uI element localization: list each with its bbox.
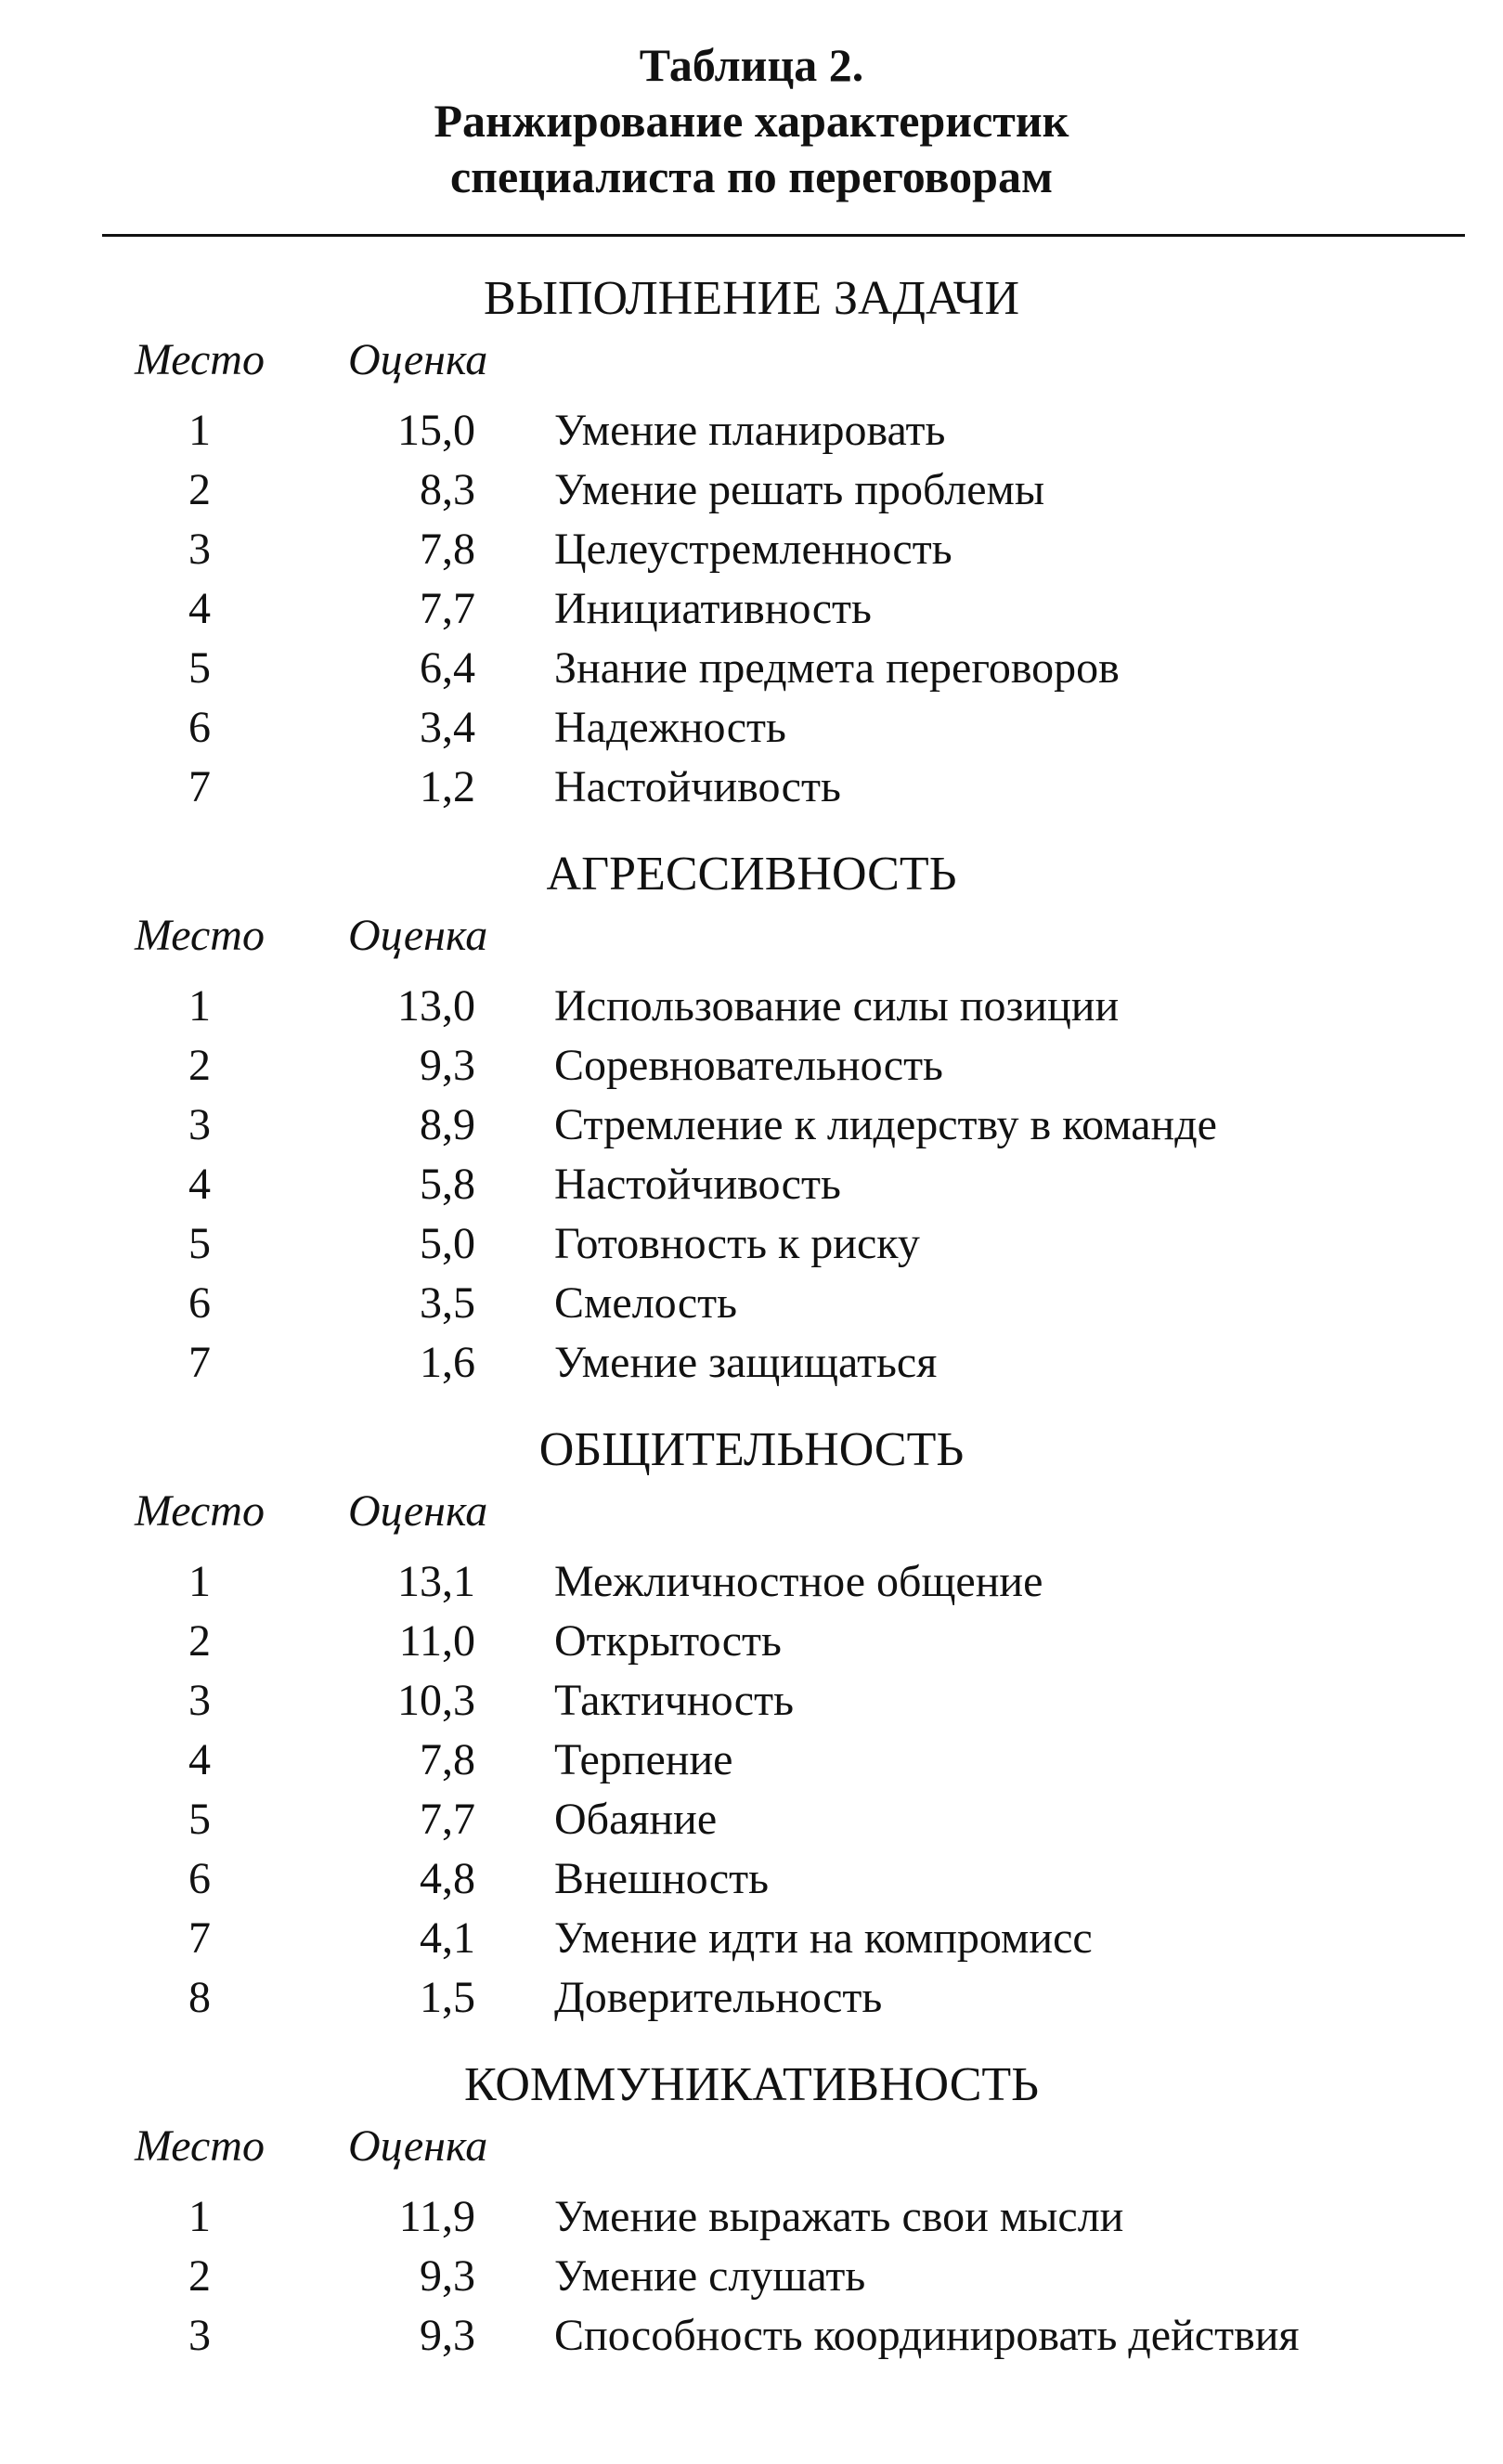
trait-cell: Использование силы позиции (554, 981, 1120, 1031)
score-cell: 3,4 (420, 703, 475, 752)
place-cell: 2 (188, 1041, 211, 1090)
table-row (0, 698, 1503, 758)
trait-cell: Умение защищаться (554, 1338, 938, 1387)
place-cell: 1 (188, 981, 211, 1031)
table-row (0, 1274, 1503, 1333)
table-row (0, 2306, 1503, 2366)
place-cell: 5 (188, 643, 211, 693)
trait-cell: Готовность к риску (554, 1219, 920, 1268)
score-cell: 5,0 (420, 1219, 475, 1268)
place-cell: 7 (188, 762, 211, 811)
place-cell: 4 (188, 1160, 211, 1209)
column-header-place: Место (135, 2121, 265, 2171)
table-row (0, 1155, 1503, 1214)
column-header-place: Место (135, 911, 265, 960)
column-header-score: Оценка (348, 335, 488, 384)
score-cell: 10,3 (397, 1676, 475, 1725)
trait-cell: Смелость (554, 1278, 738, 1328)
section-title: ОБЩИТЕЛЬНОСТЬ (538, 1423, 965, 1476)
score-cell: 8,3 (420, 465, 475, 514)
trait-cell: Внешность (554, 1854, 770, 1903)
score-cell: 4,1 (420, 1913, 475, 1963)
table-row (0, 401, 1503, 460)
score-cell: 1,6 (420, 1338, 475, 1387)
score-cell: 15,0 (397, 406, 475, 455)
table-row (0, 2247, 1503, 2306)
score-cell: 13,1 (397, 1557, 475, 1606)
place-cell: 4 (188, 1735, 211, 1784)
column-header-score: Оценка (348, 911, 488, 960)
table-row (0, 1731, 1503, 1790)
table-row (0, 1552, 1503, 1612)
score-cell: 11,0 (398, 1616, 475, 1666)
score-cell: 1,5 (420, 1973, 475, 2022)
header-rule (102, 234, 1465, 237)
place-cell: 2 (188, 1616, 211, 1666)
score-cell: 3,5 (420, 1278, 475, 1328)
table-row (0, 1790, 1503, 1849)
place-cell: 1 (188, 2192, 211, 2241)
score-cell: 1,2 (420, 762, 475, 811)
trait-cell: Целеустремленность (554, 525, 952, 574)
score-cell: 8,9 (420, 1100, 475, 1149)
column-header-score: Оценка (348, 1486, 488, 1536)
trait-cell: Умение выражать свои мысли (554, 2192, 1124, 2241)
table-row (0, 579, 1503, 639)
score-cell: 6,4 (420, 643, 475, 693)
caption-line-3: специалиста по переговорам (449, 150, 1054, 202)
trait-cell: Обаяние (554, 1795, 718, 1844)
table-row (0, 1612, 1503, 1671)
place-cell: 6 (188, 703, 211, 752)
place-cell: 2 (188, 2251, 211, 2301)
place-cell: 6 (188, 1278, 211, 1328)
place-cell: 4 (188, 584, 211, 633)
trait-cell: Межличностное общение (554, 1557, 1043, 1606)
section-title: АГРЕССИВНОСТЬ (546, 848, 957, 901)
trait-cell: Стремление к лидерству в команде (554, 1100, 1217, 1149)
trait-cell: Способность координировать действия (554, 2311, 1300, 2360)
caption-line-2: Ранжирование характеристик (434, 95, 1069, 147)
place-cell: 6 (188, 1854, 211, 1903)
table-row (0, 639, 1503, 698)
caption-line-1: Таблица 2. (639, 39, 864, 91)
score-cell: 5,8 (420, 1160, 475, 1209)
place-cell: 5 (188, 1795, 211, 1844)
table-row (0, 1909, 1503, 1968)
trait-cell: Настойчивость (554, 1160, 841, 1209)
table-row (0, 520, 1503, 579)
trait-cell: Умение слушать (554, 2251, 866, 2301)
trait-cell: Доверительность (554, 1973, 883, 2022)
table-row (0, 2187, 1503, 2247)
table-caption (0, 37, 1503, 204)
place-cell: 5 (188, 1219, 211, 1268)
section-title: ВЫПОЛНЕНИЕ ЗАДАЧИ (483, 272, 1020, 325)
trait-cell: Инициативность (554, 584, 872, 633)
trait-cell: Знание предмета переговоров (554, 643, 1120, 693)
place-cell: 7 (188, 1913, 211, 1963)
score-cell: 7,8 (420, 525, 475, 574)
place-cell: 8 (188, 1973, 211, 2022)
place-cell: 3 (188, 1100, 211, 1149)
trait-cell: Соревновательность (554, 1041, 943, 1090)
trait-cell: Умение планировать (554, 406, 946, 455)
column-header-score: Оценка (348, 2121, 488, 2171)
table-row (0, 1214, 1503, 1274)
table-row (0, 1968, 1503, 2028)
place-cell: 3 (188, 525, 211, 574)
table-row (0, 1849, 1503, 1909)
place-cell: 1 (188, 1557, 211, 1606)
score-cell: 7,7 (420, 584, 475, 633)
place-cell: 3 (188, 2311, 211, 2360)
table-row (0, 1036, 1503, 1096)
table-row (0, 1333, 1503, 1393)
score-cell: 11,9 (398, 2192, 475, 2241)
trait-cell: Настойчивость (554, 762, 841, 811)
place-cell: 3 (188, 1676, 211, 1725)
column-header-place: Место (135, 1486, 265, 1536)
place-cell: 7 (188, 1338, 211, 1387)
score-cell: 9,3 (420, 1041, 475, 1090)
trait-cell: Тактичность (554, 1676, 794, 1725)
score-cell: 9,3 (420, 2251, 475, 2301)
score-cell: 4,8 (420, 1854, 475, 1903)
trait-cell: Умение идти на компромисс (554, 1913, 1093, 1963)
place-cell: 1 (188, 406, 211, 455)
trait-cell: Надежность (554, 703, 786, 752)
score-cell: 13,0 (397, 981, 475, 1031)
trait-cell: Открытость (554, 1616, 782, 1666)
trait-cell: Умение решать проблемы (554, 465, 1045, 514)
score-cell: 7,7 (420, 1795, 475, 1844)
table-row (0, 758, 1503, 817)
column-header-place: Место (135, 335, 265, 384)
section-title: КОММУНИКАТИВНОСТЬ (463, 2058, 1040, 2111)
place-cell: 2 (188, 465, 211, 514)
table-row (0, 460, 1503, 520)
score-cell: 9,3 (420, 2311, 475, 2360)
table-row (0, 1096, 1503, 1155)
trait-cell: Терпение (554, 1735, 733, 1784)
score-cell: 7,8 (420, 1735, 475, 1784)
table-row (0, 977, 1503, 1036)
table-row (0, 1671, 1503, 1731)
